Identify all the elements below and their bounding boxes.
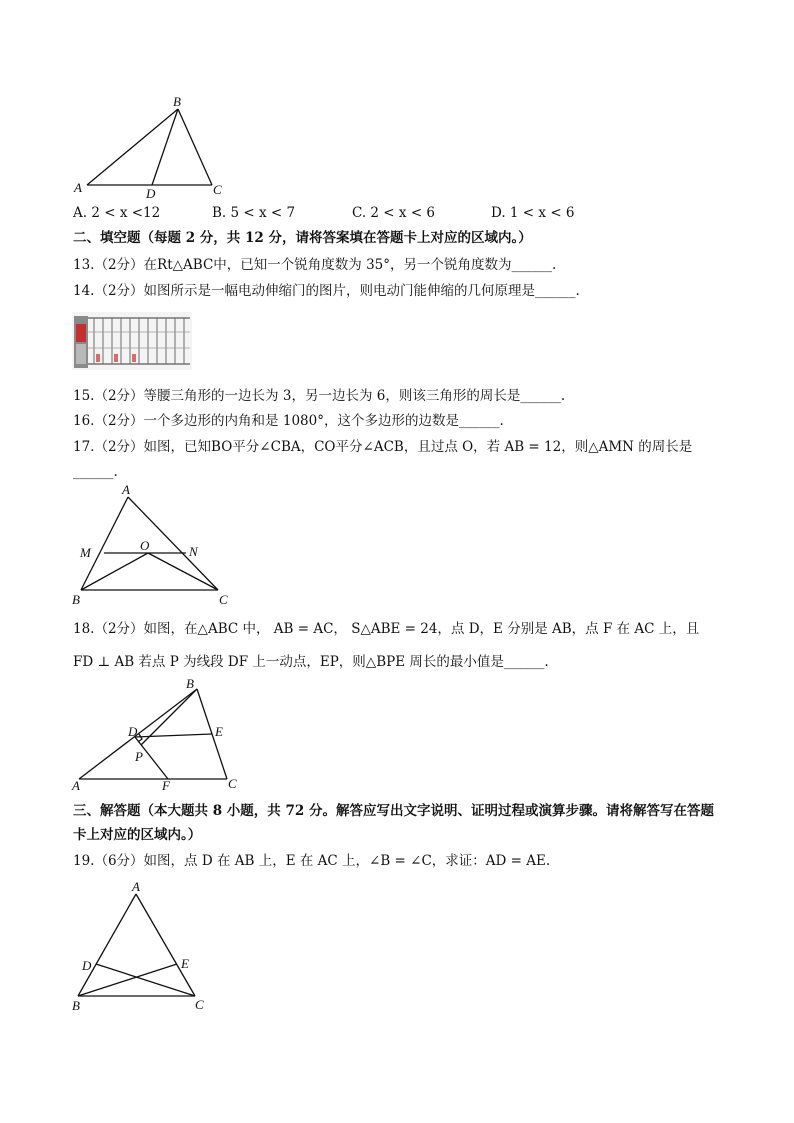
section3-title-line2: 卡上对应的区域内。） [73,827,202,843]
figure-q12 [70,95,240,203]
figure-q19 [70,878,220,1016]
label-A: A [132,879,140,894]
label-O: O [140,538,150,553]
label-E: E [215,724,223,739]
section3-title-line1: 三、解答题（本大题共 8 小题，共 72 分。解答应写出文字说明、证明过程或演算步骤。请将解答写在答题 [73,803,714,819]
label-B: B [72,998,80,1013]
question-13: 13.（2分）在Rt△ABC中，已知一个锐角度数为 35°，另一个锐角度数为______. [73,257,557,273]
label-B: B [173,95,181,109]
question-18-line2: FD ⊥ AB 若点 P 为线段 DF 上一动点，EP，则△BPE 周长的最小值是______. [73,654,549,670]
label-N: N [189,544,198,559]
label-P: P [135,749,143,764]
label-A: A [72,778,80,792]
label-A: A [74,180,82,195]
question-14: 14.（2分）如图所示是一幅电动伸缩门的图片，则电动门能伸缩的几何原理是______. [73,283,580,299]
label-A: A [122,482,130,497]
label-E: E [181,956,189,971]
figure-q18 [70,676,250,792]
figure-q17 [70,482,240,608]
label-C: C [195,997,204,1012]
question-16: 16.（2分）一个多边形的内角和是 1080°，这个多边形的边数是______. [73,413,504,429]
label-F: F [162,778,170,792]
option-c: C. 2 < x < 6 [352,205,436,221]
label-D: D [82,958,92,973]
question-19: 19.（6分）如图，点 D 在 AB 上，E 在 AC 上，∠B = ∠C，求证：AD = AE. [73,853,551,869]
label-C: C [213,182,222,197]
label-M: M [80,545,91,560]
question-15: 15.（2分）等腰三角形的一边长为 3，另一边长为 6，则该三角形的周长是______. [73,388,566,404]
label-B: B [186,676,194,691]
option-d: D. 1 < x < 6 [491,205,575,221]
label-C: C [228,776,237,791]
label-C: C [219,592,228,607]
retractable-gate-image [72,312,192,370]
option-b: B. 5 < x < 7 [212,205,296,221]
question-17-line2: ______. [73,464,118,480]
label-D: D [146,186,156,201]
section2-title: 二、填空题（每题 2 分，共 12 分，请将答案填在答题卡上对应的区域内。） [73,230,532,246]
question-17-line1: 17.（2分）如图，已知BO平分∠CBA，CO平分∠ACB，且过点 O，若 AB = 12，则△AMN 的周长是 [73,439,693,455]
question-18-line1: 18.（2分）如图，在△ABC 中， AB = AC， S△ABE = 24，点 D，E 分别是 AB，点 F 在 AC 上，且 [73,621,700,637]
label-B: B [72,592,80,607]
label-D: D [128,724,138,739]
option-a: A. 2 < x <12 [73,205,161,221]
